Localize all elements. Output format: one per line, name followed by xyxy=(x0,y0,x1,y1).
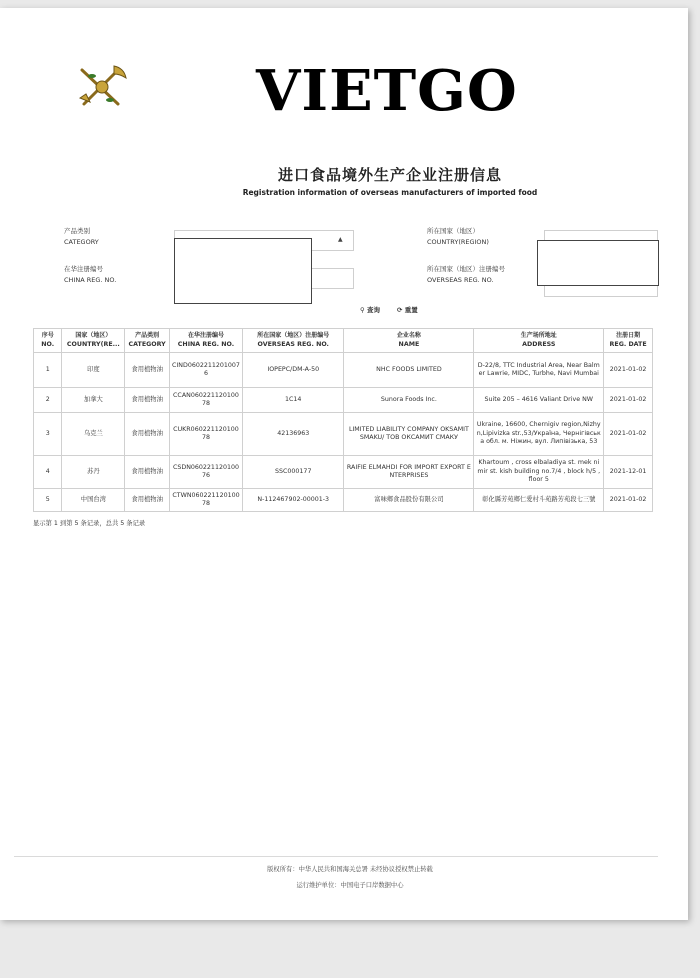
vietgo-emblem-icon xyxy=(74,62,130,112)
table-row[interactable]: 2 加拿大 食用植物油 CCAN06022112010078 1C14 Sunora Foods Inc. Suite 205 – 4616 Valiant Drive NW 2021-01-02 xyxy=(34,388,653,413)
table-header-row xyxy=(34,329,653,353)
table-row[interactable]: 5 中国台湾 食用植物油 CTWN06022112010078 N-112467902-00001-3 富味鄉食品股份有限公司 彰化縣芳苑鄉仁愛村斗苑路芳苑段七三號 2021-01-02 xyxy=(34,489,653,512)
page-title-en: Registration information of overseas manufacturers of imported food xyxy=(242,188,538,197)
pagination-summary: 显示第 1 到第 5 条记录，总共 5 条记录 xyxy=(33,520,146,527)
brand-logo-text: VIETGO xyxy=(256,58,518,124)
column-header-china-reg[interactable]: 在华注册编号 CHINA REG. NO. xyxy=(169,329,242,353)
redaction-box xyxy=(174,238,312,304)
table-row[interactable]: 1 印度 食用植物油 CIND06022112010076 IOPEPC/DM-A-50 NHC FOODS LIMITED D-22/8, TTC Industrial Area, Near Balmer Lawrie, MIDC, Turbhe, Navi Mumbai 2021-01-02 xyxy=(34,353,653,388)
registration-table xyxy=(33,328,653,512)
china-reg-label: 在华注册编号 CHINA REG. NO. xyxy=(64,265,117,284)
column-header-category[interactable]: 产品类别 CATEGORY xyxy=(125,329,170,353)
country-label: 所在国家（地区） COUNTRY(REGION) xyxy=(427,227,489,246)
overseas-reg-label: 所在国家（地区）注册编号 OVERSEAS REG. NO. xyxy=(427,265,505,284)
refresh-icon: ⟳ xyxy=(397,306,403,314)
footer-divider xyxy=(14,856,658,857)
document-page xyxy=(0,8,688,920)
table-row[interactable]: 3 乌克兰 食用植物油 CUKR06022112010078 42136963 LIMITED LIABILITY COMPANY OKSAMIT SMAKU/ ТОВ ОКСАМИТ СМАКУ Ukraine, 16600, Chernigiv region,Nizhyn,Lipivizka str.,53/Україна, Чернігівська обл. м. Ніжин, вул. Липівізька, 53 2021-01-02 xyxy=(34,413,653,456)
column-header-no[interactable]: 序号 NO. xyxy=(34,329,62,353)
column-header-address[interactable]: 生产场所地址 ADDRESS xyxy=(474,329,604,353)
column-header-name[interactable]: 企业名称 NAME xyxy=(344,329,474,353)
column-header-overseas-reg[interactable]: 所在国家（地区）注册编号 OVERSEAS REG. NO. xyxy=(243,329,344,353)
dropdown-caret-icon[interactable]: ▲ xyxy=(338,236,343,243)
footer-maintainer: 运行维护单位：中国电子口岸数据中心 xyxy=(296,882,404,889)
category-label: 产品类别 CATEGORY xyxy=(64,227,99,246)
reset-button[interactable]: ⟳ 重置 xyxy=(397,306,418,314)
table-row[interactable]: 4 苏丹 食用植物油 CSDN06022112010076 SSC000177 RAIFIE ELMAHDI FOR IMPORT EXPORT ENTERPRISES Khartoum , cross elbaladiya st. mek nimir st. kish building no.7/4 , block h/5 , floor 5 2021-12-01 xyxy=(34,456,653,489)
redaction-box xyxy=(537,240,659,286)
column-header-reg-date[interactable]: 注册日期 REG. DATE xyxy=(604,329,653,353)
page-title-cn: 进口食品境外生产企业注册信息 xyxy=(277,166,502,184)
search-icon: ⚲ xyxy=(360,306,365,314)
column-header-country[interactable]: 国家（地区） COUNTRY(RE... xyxy=(62,329,125,353)
footer-copyright: 版权所有：中华人民共和国海关总署 未经协议授权禁止转载 xyxy=(267,866,433,873)
query-button[interactable]: ⚲ 查询 xyxy=(360,306,381,314)
